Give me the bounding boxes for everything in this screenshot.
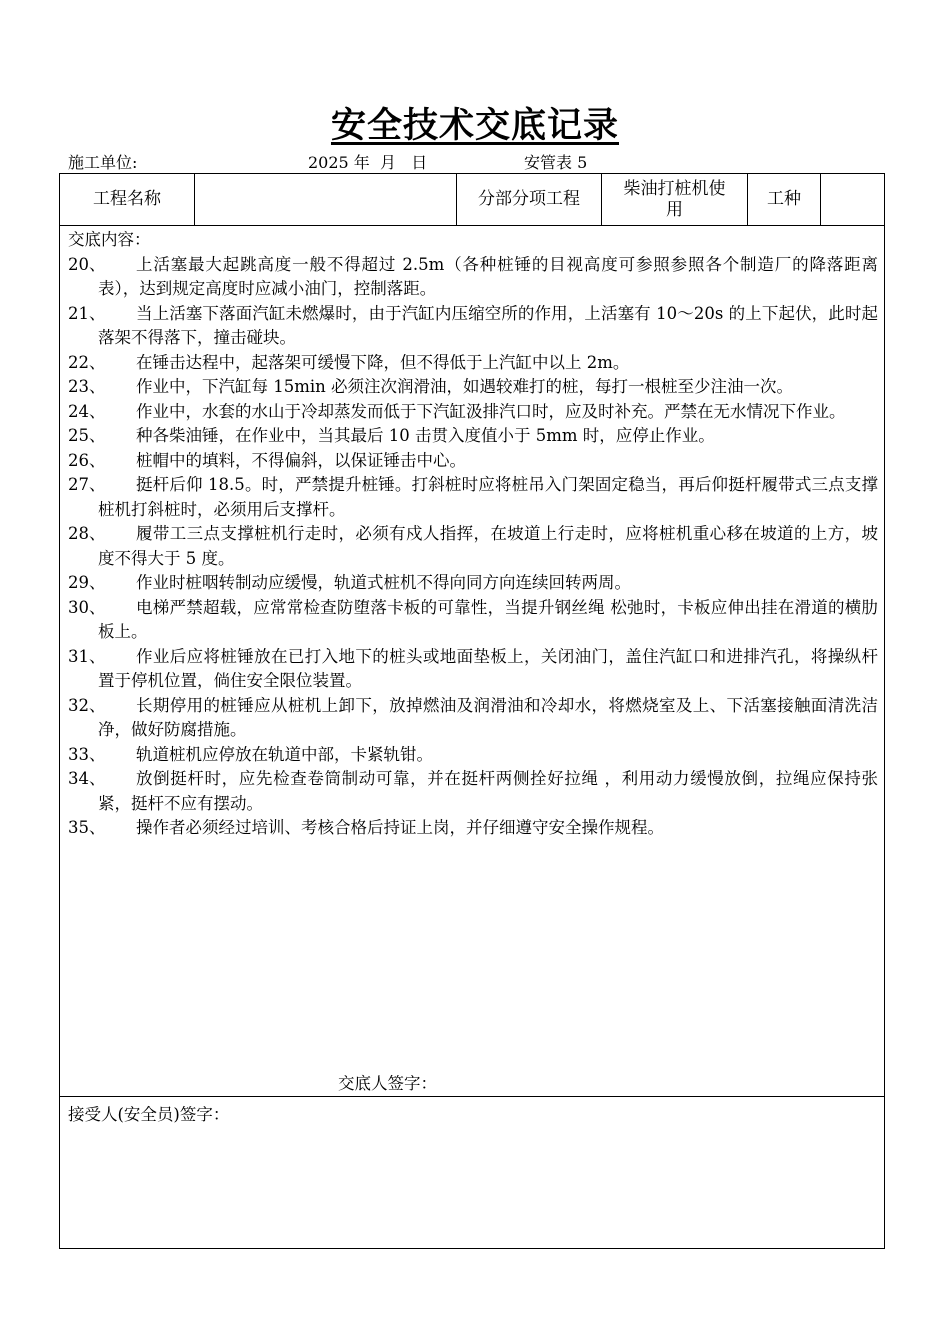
item-number: 31、 bbox=[68, 646, 106, 666]
receiver-signature-label: 接受人(安全员)签字： bbox=[68, 1105, 230, 1124]
item-number: 25、 bbox=[68, 426, 106, 445]
list-item bbox=[68, 767, 878, 816]
list-item bbox=[68, 596, 878, 645]
list-item bbox=[68, 449, 878, 474]
item-text: 作业中，下汽缸每 15min 必须注次润滑油，如遇较难打的桩，每打一根桩至少注油一次。 bbox=[136, 377, 794, 396]
item-number: 35、 bbox=[68, 818, 106, 837]
item-number: 30、 bbox=[68, 597, 106, 617]
item-number: 32、 bbox=[68, 695, 106, 715]
item-text: 轨道桩机应停放在轨道中部，卡紧轨钳。 bbox=[136, 744, 433, 764]
construction-unit-label: 施工单位: bbox=[68, 153, 138, 172]
item-text: 放倒挺杆时，应先检查卷筒制动可靠，并在挺杆两侧拴好拉绳 ，利用动力缓慢放倒，拉绳应保持张紧，挺杆不应有摆动。 bbox=[98, 769, 878, 813]
item-number: 28、 bbox=[68, 524, 106, 543]
item-number: 34、 bbox=[68, 769, 106, 788]
list-item bbox=[68, 473, 878, 522]
item-text: 在锤击达程中，起落架可缓慢下降，但不得低于上汽缸中以上 2m。 bbox=[136, 352, 630, 372]
project-name-label: 工程名称 bbox=[60, 174, 195, 225]
list-item bbox=[68, 816, 878, 841]
list-item bbox=[68, 351, 878, 376]
item-text: 作业中，水套的水山于冷却蒸发而低于下汽缸汲排汽口时，应及时补充。严禁在无水情况下作业。 bbox=[136, 401, 846, 421]
item-text: 履带工三点支撑桩机行走时，必须有戍人指挥，在坡道上行走时，应将桩机重心移在坡道的上方，坡度不得大于 5 度。 bbox=[98, 524, 878, 568]
project-name-field[interactable] bbox=[195, 174, 457, 225]
item-number: 22、 bbox=[68, 352, 106, 372]
item-text: 操作者必须经过培训、考核合格后持证上岗，并仔细遵守安全操作规程。 bbox=[136, 818, 664, 837]
list-item bbox=[68, 694, 878, 743]
receiver-signature-area[interactable] bbox=[60, 1096, 884, 1249]
date-field: 2025 年 月 日 bbox=[308, 153, 428, 172]
list-item bbox=[68, 400, 878, 425]
list-item bbox=[68, 424, 878, 449]
item-list bbox=[68, 253, 878, 841]
subproject-label: 分部分项工程 bbox=[457, 174, 602, 225]
disclosure-content bbox=[68, 228, 878, 841]
list-item bbox=[68, 522, 878, 571]
header-row bbox=[60, 174, 884, 226]
list-item bbox=[68, 375, 878, 400]
item-text: 作业时桩咽转制动应缓慢，轨道式桩机不得向同方向连续回转两周。 bbox=[136, 573, 631, 592]
item-number: 24、 bbox=[68, 401, 106, 421]
document-title: 安全技术交底记录 bbox=[330, 106, 619, 146]
form-code: 安管表 5 bbox=[524, 153, 588, 172]
item-number: 26、 bbox=[68, 450, 106, 470]
list-item bbox=[68, 302, 878, 351]
item-text: 作业后应将桩锤放在已打入地下的桩头或地面垫板上，关闭油门，盖住汽缸口和进排汽孔，将操纵杆置于停机位置，倘住安全限位装置。 bbox=[98, 646, 878, 690]
disclosure-form bbox=[59, 173, 885, 1249]
item-number: 33、 bbox=[68, 744, 106, 764]
item-text: 当上活塞下落面汽缸未燃爆时，由于汽缸内压缩空所的作用，上活塞有 10～20s 的上下起伏，此时起落架不得落下，撞击碰块。 bbox=[98, 303, 878, 347]
item-number: 21、 bbox=[68, 303, 106, 323]
item-text: 上活塞最大起跳高度一般不得超过 2.5m（各种桩锤的目视高度可参照参照各个制造厂的降落距离表），达到规定高度时应减小油门，控制落距。 bbox=[98, 254, 878, 298]
item-text: 桩帽中的填料，不得偏斜，以保证锤击中心。 bbox=[136, 450, 466, 470]
item-text: 挺杆后仰 18.5。时，严禁提升桩锤。打斜桩时应将桩吊入门架固定稳当，再后仰挺杆履带式三点支撑桩机打斜桩时，必须用后支撑杆。 bbox=[98, 475, 878, 519]
content-label: 交底内容： bbox=[68, 230, 151, 249]
trade-label: 工种 bbox=[748, 174, 821, 225]
item-number: 23、 bbox=[68, 377, 106, 396]
trade-field[interactable] bbox=[821, 174, 884, 225]
list-item bbox=[68, 253, 878, 302]
list-item bbox=[68, 571, 878, 596]
item-number: 29、 bbox=[68, 573, 106, 592]
item-text: 长期停用的桩锤应从桩机上卸下，放掉燃油及润滑油和冷却水，将燃烧室及上、下活塞接触面清洗洁净，做好防腐措施。 bbox=[98, 695, 878, 739]
subproject-value: 柴油打桩机使用 bbox=[602, 174, 748, 225]
item-text: 电梯严禁超载，应常常检查防堕落卡板的可靠性，当提升钢丝绳 松弛时，卡板应伸出挂在滑道的横肋板上。 bbox=[98, 597, 878, 641]
item-text: 种各柴油锤，在作业中，当其最后 10 击贯入度值小于 5mm 时，应停止作业。 bbox=[136, 426, 715, 445]
item-number: 27、 bbox=[68, 475, 106, 494]
list-item bbox=[68, 743, 878, 768]
list-item bbox=[68, 645, 878, 694]
item-number: 20、 bbox=[68, 254, 106, 274]
discloser-signature-label: 交底人签字： bbox=[338, 1074, 437, 1093]
